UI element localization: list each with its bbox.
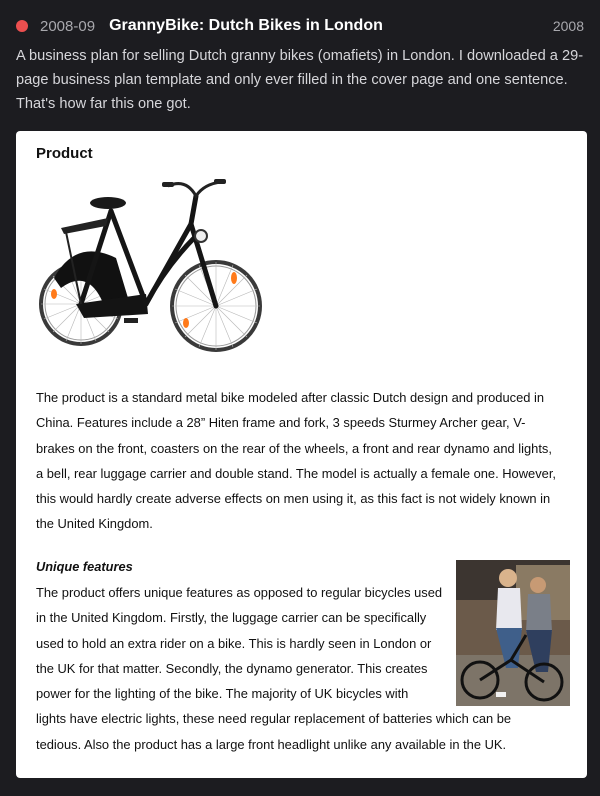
entry-header — [16, 14, 584, 38]
document-image[interactable] — [16, 131, 587, 778]
unique-line: The product offers unique features as opposed to regular bicycles used — [36, 585, 443, 600]
entry-year: 2008 — [552, 18, 584, 34]
entry-title[interactable]: GrannyBike: Dutch Bikes in London — [109, 17, 383, 34]
document-heading: Product — [36, 145, 93, 162]
unique-line: the UK for that matter. Secondly, the dynamo generator. This creates — [36, 660, 428, 676]
entry-date: 2008-09 — [40, 17, 96, 35]
product-paragraph: The product is a standard metal bike modeled after classic Dutch design and produced in China. Features include a 28” Hiten frame and fork, 3 speeds Sturmey Archer gear, V-brakes on the front, coasters on the rear of the wheels, a front and rear dynamo and lights, a bell, rear luggage carrier and double stand. The model is actually a female one. However, this would hardly create adverse effects on men using it, as this fact is not widely known in the United Kingdom. — [36, 390, 556, 532]
dutch-bike-image — [36, 176, 271, 361]
unique-line: power for the lighting of the bike. The majority of UK bicycles with — [36, 686, 409, 702]
unique-line: tedious. Also the product has a large front headlight unlike any available in the UK. — [36, 736, 507, 752]
unique-line: in the United Kingdom. Firstly, the luggage carrier can be specifically — [36, 610, 427, 626]
unique-features-heading: Unique features — [36, 559, 133, 574]
status-dot — [16, 20, 28, 32]
entry-description: A business plan for selling Dutch granny bikes (omafiets) in London. I downloaded a 29-page business plan template and only ever filled in the cover page and one sentence. That's how far this one got. — [16, 48, 584, 112]
riders-photo — [456, 560, 570, 706]
unique-line: used to hold an extra rider on a bike. This is hardly seen in London or — [36, 635, 432, 651]
unique-line: lights have electric lights, these need regular replacement of batteries which can be — [36, 711, 512, 727]
